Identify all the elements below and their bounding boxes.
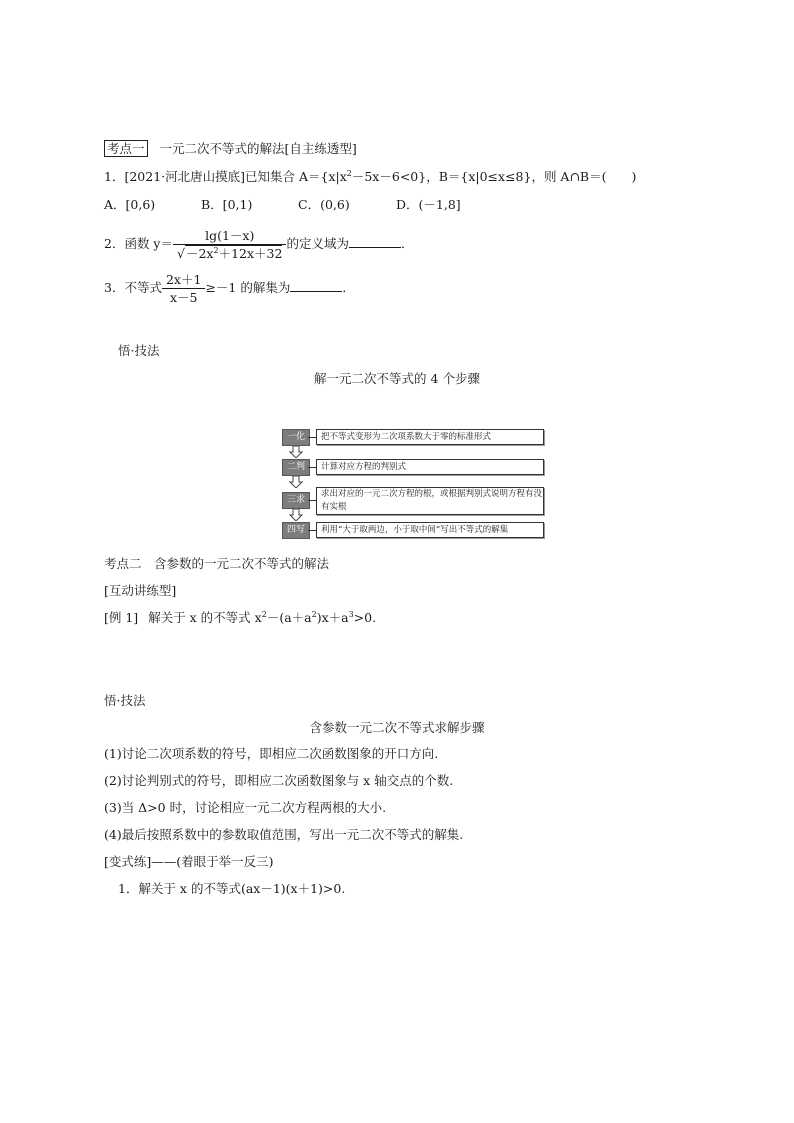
tip2-label: 悟·技法 (104, 693, 146, 708)
q2-root-sign: √ (177, 246, 185, 261)
tip1-label: 悟·技法 (118, 343, 160, 358)
example-sup-3: 3 (348, 609, 354, 619)
down-arrow-icon (289, 476, 303, 488)
q3-fraction (162, 271, 205, 306)
variant-question-1: 1．解关于 x 的不等式(ax－1)(x＋1)>0. (118, 881, 346, 896)
q1-source: [2021·河北唐山摸底] (124, 169, 245, 184)
q1-option-d: D．(－1,8] (396, 197, 461, 212)
example-text-c: )x＋a (316, 610, 349, 625)
example-1 (104, 609, 376, 627)
q2-num: 2． (104, 236, 125, 251)
flow-tag-2: 二判 (282, 459, 310, 476)
q1-text-a: 已知集合 A＝{x|x (245, 169, 347, 184)
tip2-title: 含参数一元二次不等式求解步骤 (309, 720, 485, 735)
example-label: [例 1] (104, 610, 139, 625)
q1-option-a: A．[0,6) (104, 197, 156, 212)
section1-heading (104, 140, 357, 158)
q1-option-c: C．(0,6) (298, 197, 350, 212)
q2-sup: 2 (213, 245, 219, 255)
tip2-step-2: (2)讨论判别式的符号，即相应二次函数图象与 x 轴交点的个数. (104, 773, 454, 788)
flow-step-2: 计算对应方程的判别式 (316, 459, 544, 475)
q2-prefix: 函数 y＝ (124, 236, 173, 251)
q3-numerator: 2x＋1 (162, 271, 205, 289)
down-arrow-icon (289, 446, 303, 458)
example-sup-2: 2 (311, 609, 317, 619)
down-arrow-icon (289, 509, 303, 521)
section1-title: 一元二次不等式的解法[自主练透型] (159, 141, 357, 156)
q3-suffix: ≥－1 的解集为 (205, 280, 291, 295)
flow-connector-2 (308, 467, 316, 468)
example-text-a: 解关于 x 的不等式 x (148, 610, 262, 625)
q3-answer-blank[interactable] (290, 279, 342, 292)
section2-type: [互动讲练型] (104, 583, 177, 598)
q2-numerator: lg(1－x) (173, 227, 286, 245)
q2-denominator (173, 245, 286, 262)
q2-suffix: 的定义域为 (286, 236, 349, 251)
example-text-b: －(a＋a (266, 610, 312, 625)
flow-step-1: 把不等式变形为二次项系数大于零的标准形式 (316, 429, 544, 445)
tip2-step-4: (4)最后按照系数中的参数取值范围，写出一元二次不等式的解集. (104, 827, 464, 842)
q2-answer-blank[interactable] (349, 235, 401, 248)
q3-prefix: 不等式 (124, 280, 162, 295)
question-2: 2．函数 y＝ $\frac{\lg(1-x)}{√-2x^2+12x+32}$ 的定义域为 ． (104, 228, 414, 261)
section2-title: 考点二 含参数的一元二次不等式的解法 (104, 556, 330, 571)
q1-sup: 2 (346, 168, 352, 178)
tip2-step-3: (3)当 Δ>0 时，讨论相应一元二次方程两根的大小. (104, 800, 387, 815)
q2-den-b: ＋12x＋32 (218, 246, 283, 261)
tip1-title: 解一元二次不等式的 4 个步骤 (314, 371, 480, 386)
q2-radicand (185, 245, 282, 261)
q2-den-a: －2x (185, 246, 214, 261)
example-text-d: >0. (353, 610, 377, 625)
flow-step-3: 求出对应的一元二次方程的根，或根据判别式说明方程有没有实根 (316, 487, 544, 515)
q1-text-b: －5x－6<0}，B＝{x|0≤x≤8}，则 A∩B＝( ) (351, 169, 637, 184)
flow-connector-3 (308, 500, 316, 501)
q3-num: 3． (104, 280, 125, 295)
section1-box: 考点一 (104, 140, 148, 157)
flow-step-4: 利用“大于取两边，小于取中间”写出不等式的解集 (316, 522, 544, 538)
q1-num: 1． (104, 169, 125, 184)
flow-tag-1: 一化 (282, 429, 310, 446)
variant-label: [变式练]——(着眼于举一反三) (104, 854, 274, 869)
q3-denominator: x－5 (169, 290, 198, 305)
q1-options (104, 196, 461, 214)
question-1 (104, 168, 636, 186)
flow-connector-1 (308, 437, 316, 438)
example-sup-1: 2 (261, 609, 267, 619)
q1-option-b: B．[0,1) (201, 197, 253, 212)
flow-connector-4 (308, 530, 316, 531)
question-3: 3．不等式 $\frac{2x+1}{x-5}$ ≥－1 的解集为 ． (104, 272, 355, 305)
flow-tag-4: 四写 (282, 522, 310, 539)
tip2-step-1: (1)讨论二次项系数的符号，即相应二次函数图象的开口方向. (104, 746, 439, 761)
flow-tag-3: 三求 (282, 492, 310, 509)
q2-fraction (173, 227, 286, 262)
